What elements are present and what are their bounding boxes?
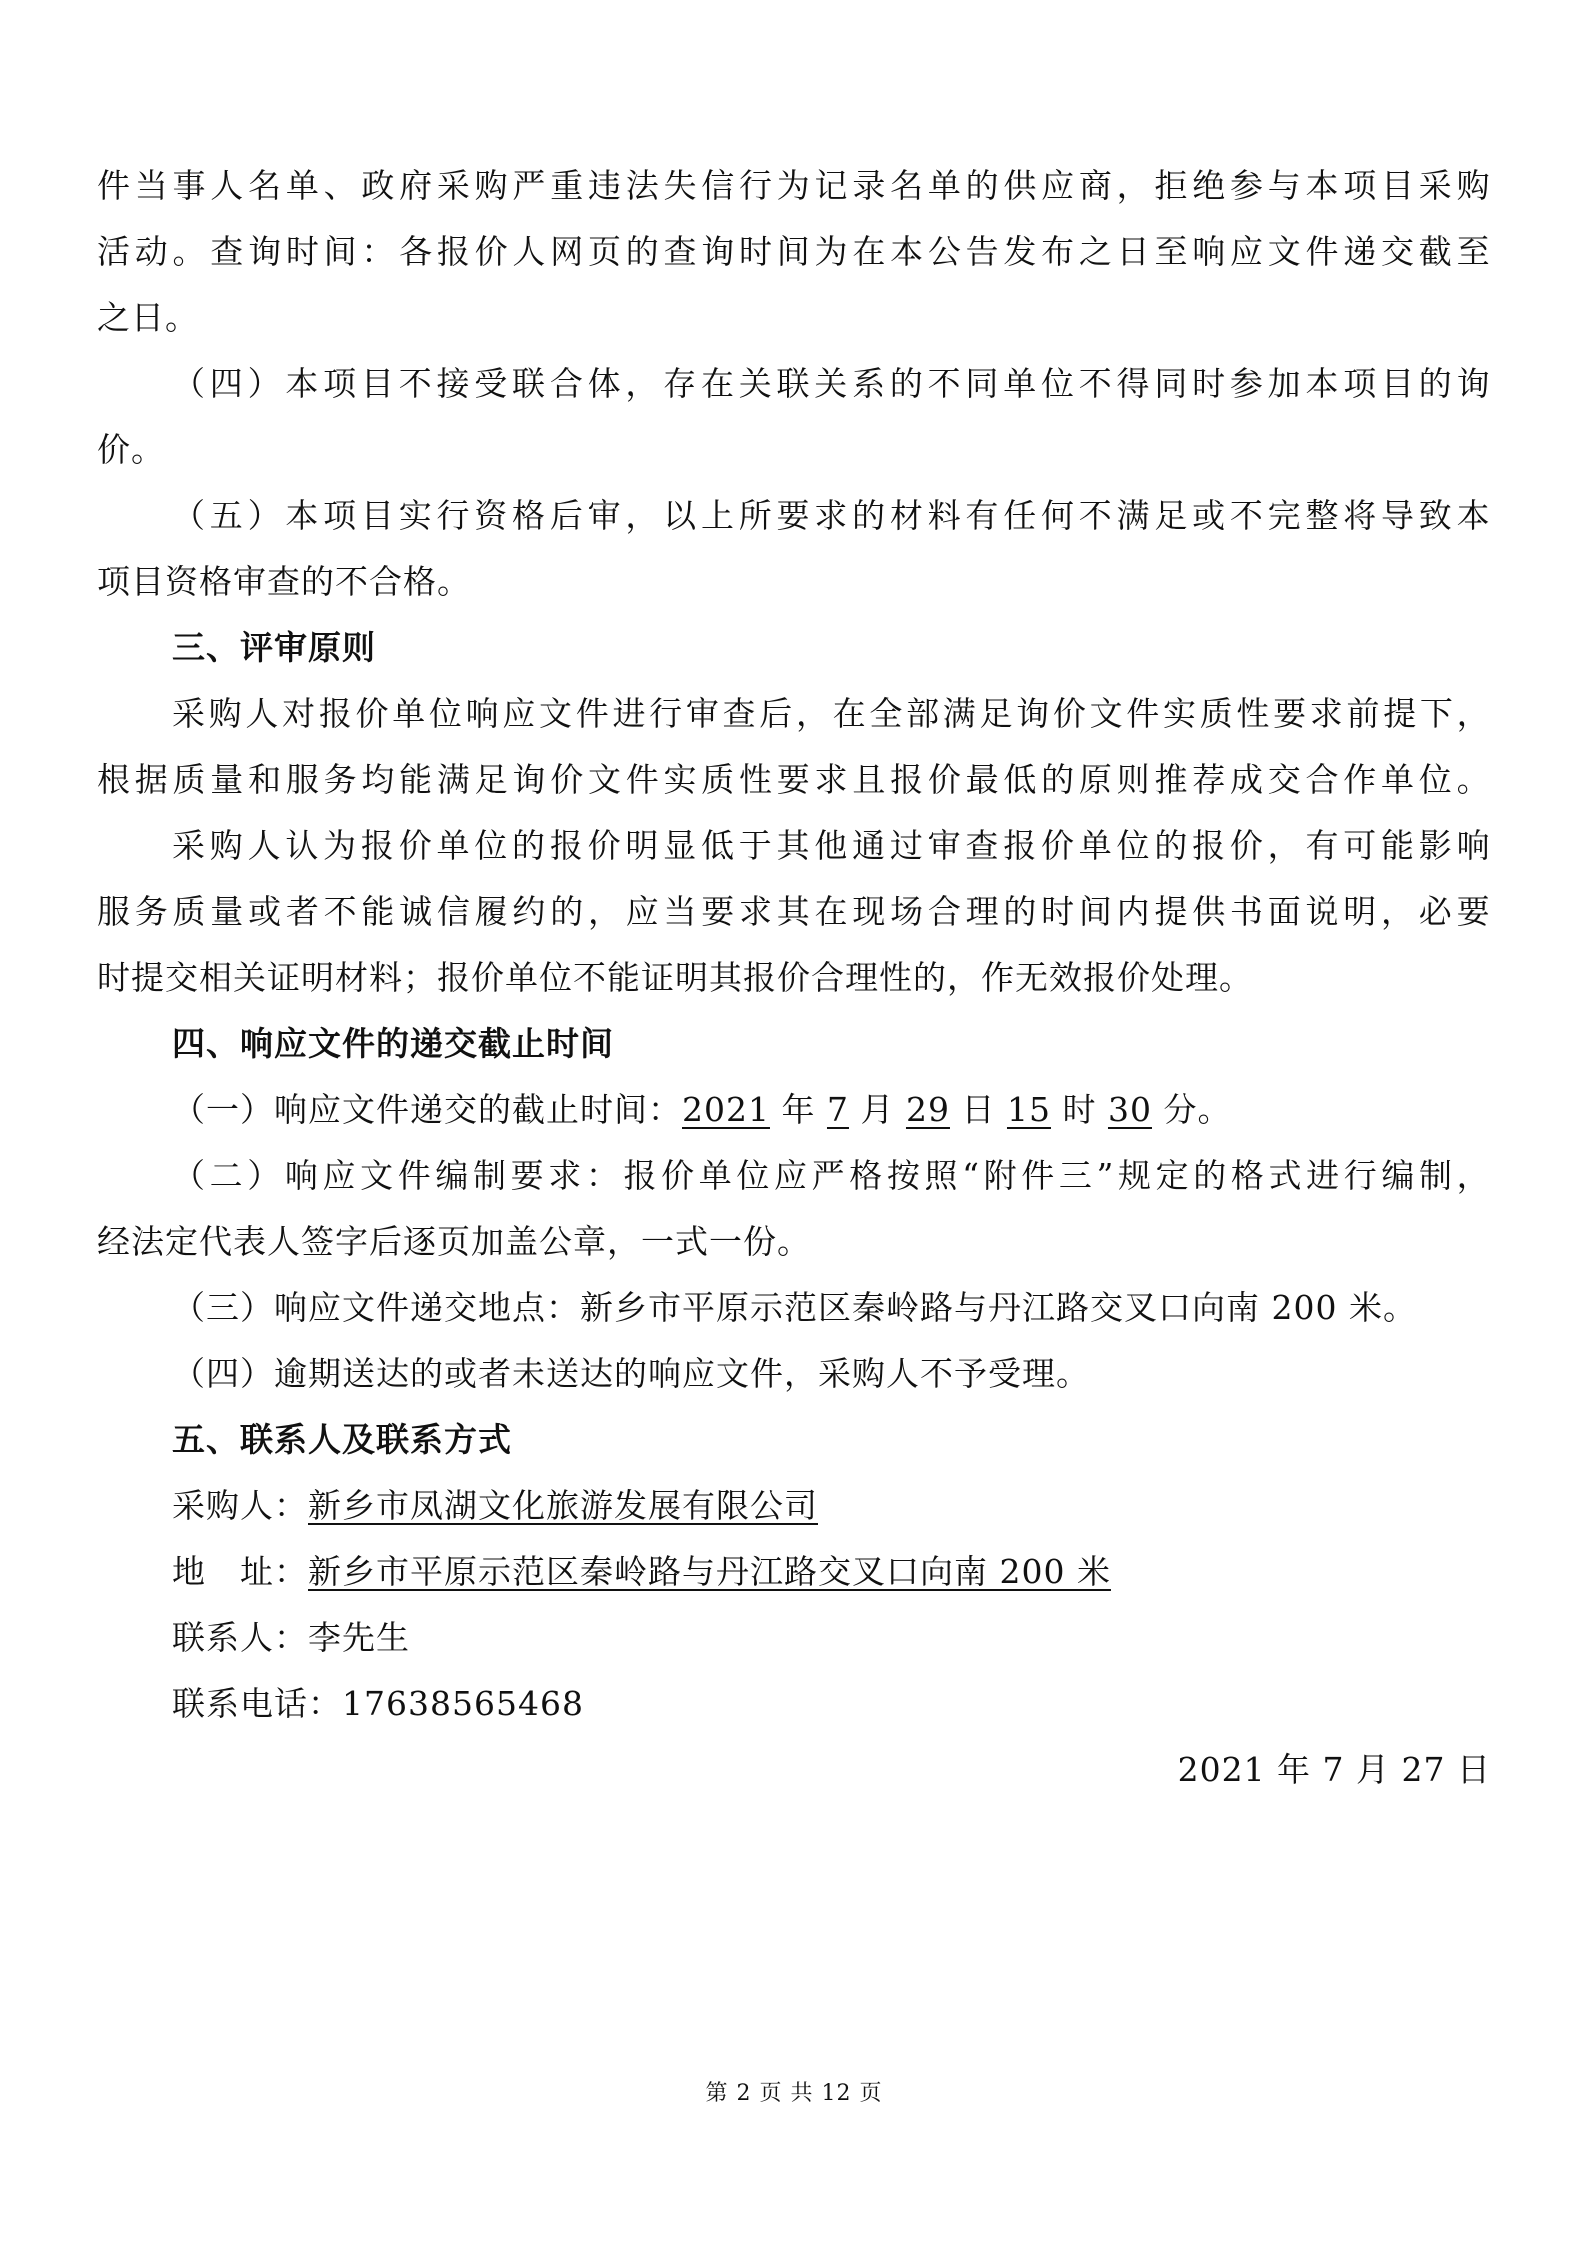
phone-value: 17638565468 [342, 1684, 584, 1723]
purchaser-line [172, 1486, 1491, 1526]
paragraph-line: 之日。 [97, 298, 199, 337]
paragraph-line: 服 务 质 量 或 者 不 能 诚 信 履 约 的 ， 应 当 要 求 其 在 现 场 合 理 的 时 间 内 提 供 书 面 说 明 ， 必 要 [97, 892, 1491, 931]
paragraph-line: （四）逾期送达的或者未送达的响应文件，采购人不予受理。 [172, 1354, 1090, 1393]
deadline-month-unit: 月 [860, 1090, 895, 1129]
deadline-hour: 15 [1006, 1090, 1051, 1129]
deadline-line [172, 1090, 1491, 1130]
address-value: 新乡市平原示范区秦岭路与丹江路交叉口向南 200 米 [308, 1552, 1111, 1591]
deadline-day: 29 [905, 1090, 950, 1129]
section-heading: 三、评审原则 [172, 628, 376, 667]
paragraph-line: 活 动 。 查 询 时 间 ： 各 报 价 人 网 页 的 查 询 时 间 为 在 本 公 告 发 布 之 日 至 响 应 文 件 递 交 截 至 [97, 232, 1491, 271]
paragraph-line: 件 当 事 人 名 单 、 政 府 采 购 严 重 违 法 失 信 行 为 记 录 名 单 的 供 应 商 ， 拒 绝 参 与 本 项 目 采 购 [97, 166, 1491, 205]
address-label: 地 址： [172, 1552, 308, 1591]
paragraph-line: （ 四 ） 本 项 目 不 接 受 联 合 体 ， 存 在 关 联 关 系 的 不 同 单 位 不 得 同 时 参 加 本 项 目 的 询 [172, 364, 1491, 403]
paragraph-line: 根 据 质 量 和 服 务 均 能 满 足 询 价 文 件 实 质 性 要 求 且 报 价 最 低 的 原 则 推 荐 成 交 合 作 单 位 。 [97, 760, 1491, 799]
deadline-month: 7 [826, 1090, 849, 1129]
deadline-year-unit: 年 [781, 1090, 816, 1129]
paragraph-line: 项目资格审查的不合格。 [97, 562, 471, 601]
address-line [172, 1552, 1491, 1592]
paragraph-line: （ 五 ） 本 项 目 实 行 资 格 后 审 ， 以 上 所 要 求 的 材 料 有 任 何 不 满 足 或 不 完 整 将 导 致 本 [172, 496, 1491, 535]
deadline-minute-unit: 分。 [1163, 1090, 1232, 1129]
contact-line [172, 1618, 1491, 1658]
deadline-prefix: （一）响应文件递交的截止时间： [172, 1090, 682, 1129]
section-heading: 五、联系人及联系方式 [172, 1420, 512, 1459]
deadline-year: 2021 [682, 1090, 770, 1129]
paragraph-line: （三）响应文件递交地点：新乡市平原示范区秦岭路与丹江路交叉口向南 200 米。 [172, 1288, 1417, 1327]
purchaser-value: 新乡市凤湖文化旅游发展有限公司 [308, 1486, 818, 1525]
contact-label: 联系人： [172, 1618, 308, 1657]
paragraph-line: 采 购 人 对 报 价 单 位 响 应 文 件 进 行 审 查 后 ， 在 全 部 满 足 询 价 文 件 实 质 性 要 求 前 提 下 ， [172, 694, 1491, 733]
phone-label: 联系电话： [172, 1684, 342, 1723]
paragraph-line: 时提交相关证明材料；报价单位不能证明其报价合理性的，作无效报价处理。 [97, 958, 1253, 997]
document-date: 2021 年 7 月 27 日 [1177, 1750, 1491, 1789]
deadline-day-unit: 日 [961, 1090, 996, 1129]
paragraph-line: 价。 [97, 430, 165, 469]
phone-line [172, 1684, 1491, 1724]
deadline-hour-unit: 时 [1062, 1090, 1097, 1129]
paragraph-line: 采 购 人 认 为 报 价 单 位 的 报 价 明 显 低 于 其 他 通 过 审 查 报 价 单 位 的 报 价 ， 有 可 能 影 响 [172, 826, 1491, 865]
deadline-minute: 30 [1107, 1090, 1152, 1129]
purchaser-label: 采购人： [172, 1486, 308, 1525]
contact-value: 李先生 [308, 1618, 410, 1657]
section-heading: 四、响应文件的递交截止时间 [172, 1024, 614, 1063]
paragraph-line: 经法定代表人签字后逐页加盖公章，一式一份。 [97, 1222, 811, 1261]
paragraph-line: （ 二 ） 响 应 文 件 编 制 要 求 ： 报 价 单 位 应 严 格 按 照 “ 附 件 三 ” 规 定 的 格 式 进 行 编 制 ， [172, 1156, 1491, 1195]
page-footer: 第 2 页 共 12 页 [705, 2081, 883, 2106]
